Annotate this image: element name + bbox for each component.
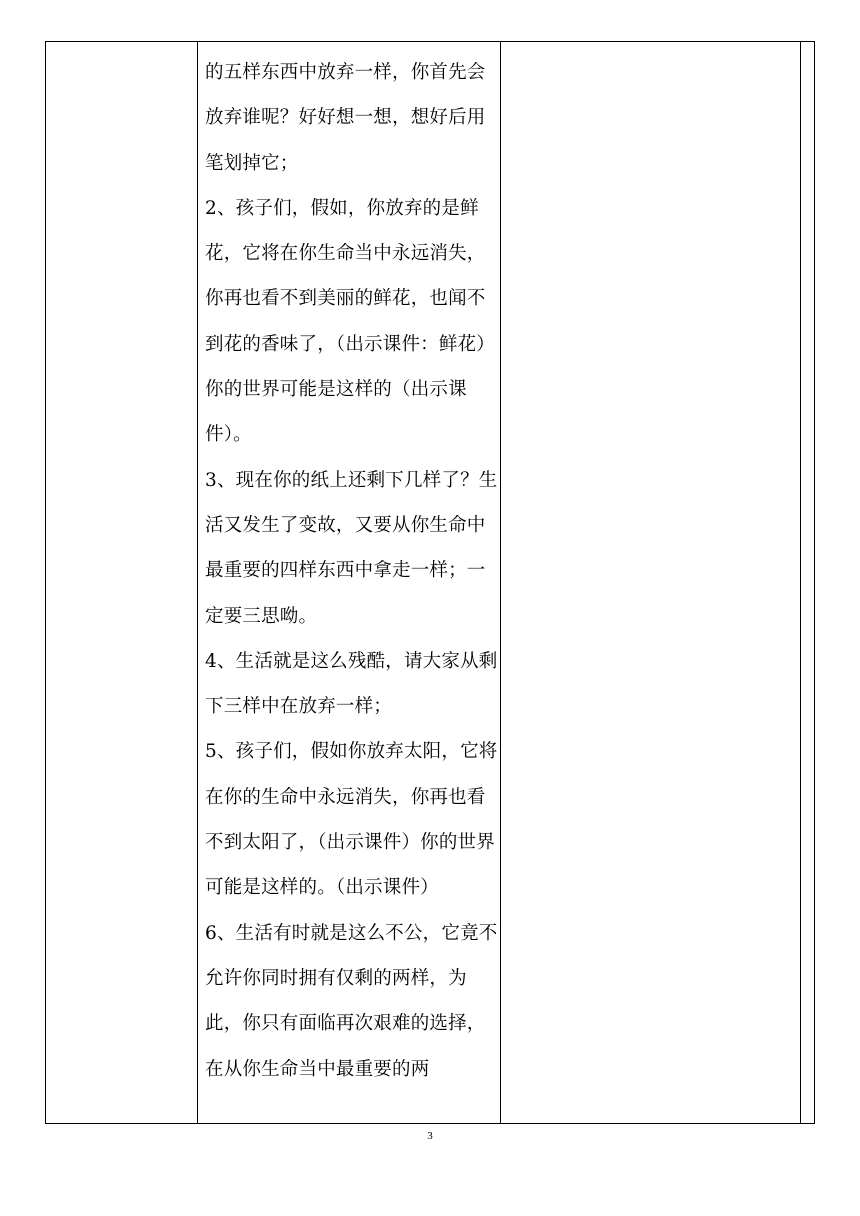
paragraph: 2、孩子们，假如，你放弃的是鲜花，它将在你生命当中永远消失，你再也看不到美丽的鲜花，也闻不到花的香味了，（出示课件：鲜花）你的世界可能是这样的（出示课件）。 [205,197,495,446]
paragraph: 6、生活有时就是这么不公，它竟不允许你同时拥有仅剩的两样，为此，你只有面临再次艰难的选择，在从你生命当中最重要的两 [205,922,498,1080]
paragraph: 3、现在你的纸上还剩下几样了？生活又发生了变故，又要从你生命中最重要的四样东西中拿走一样；一定要三思呦。 [205,469,498,627]
page-number: 3 [427,1130,433,1142]
teaching-process-cell [198,42,501,1092]
column-divider [800,42,801,1123]
paragraph: 的五样东西中放弃一样，你首先会放弃谁呢？好好想一想，想好后用笔划掉它； [205,62,486,174]
paragraph: 5、孩子们，假如你放弃太阳，它将在你的生命中永远消失，你再也看不到太阳了，（出示课件）你的世界可能是这样的。（出示课件） [205,741,498,899]
lesson-table [45,41,815,1124]
paragraph: 4、生活就是这么残酷，请大家从剩下三样中在放弃一样； [205,650,498,718]
